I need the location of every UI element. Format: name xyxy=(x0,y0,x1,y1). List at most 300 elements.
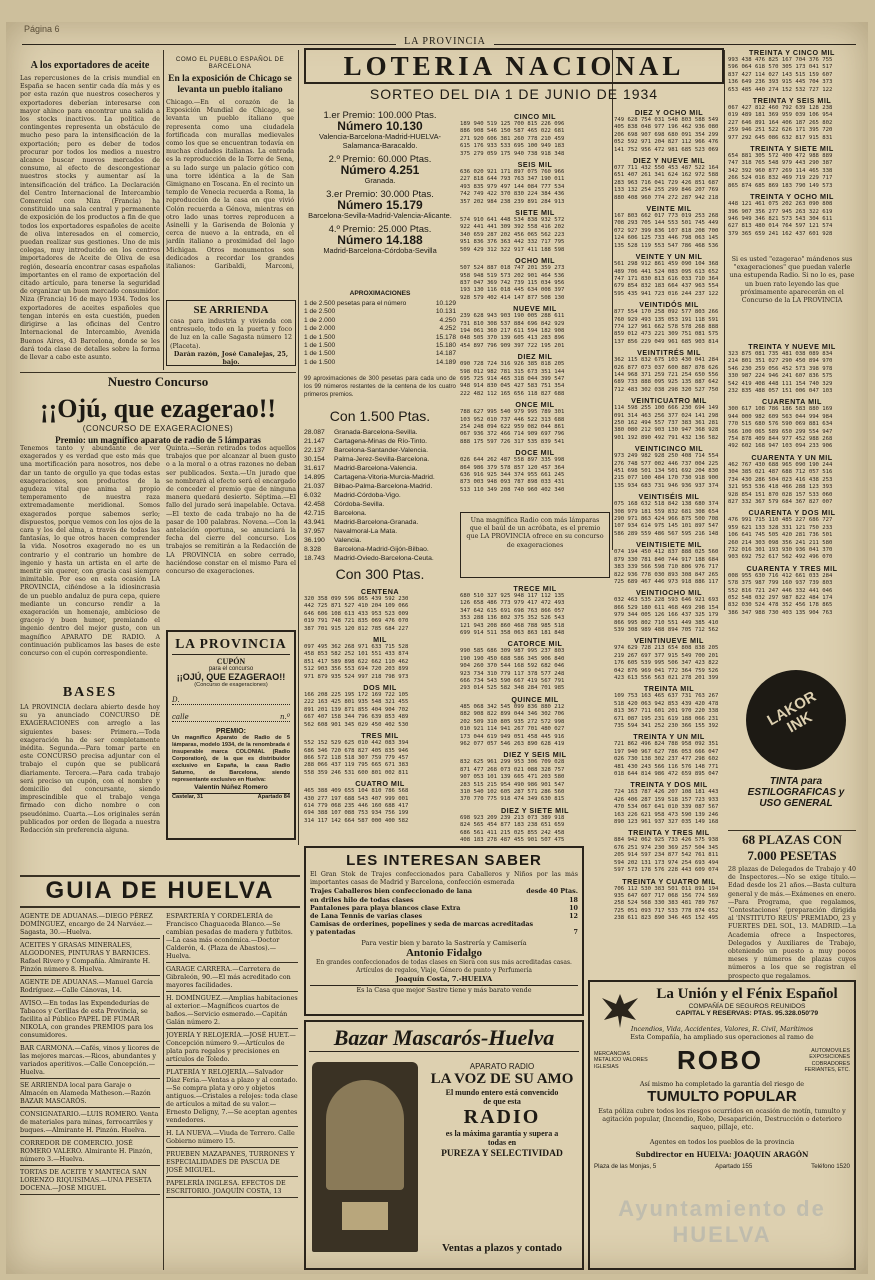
prize-city: Valencia-Barcelona-Madrid-HUELVA-Salamanca-Baracaldo. xyxy=(319,132,441,150)
table-section-heading: DIEZ MIL xyxy=(517,352,553,362)
table-section-heading: TRES MIL xyxy=(361,731,399,741)
article-chicago xyxy=(166,56,294,271)
p1500-number: 28.087 xyxy=(304,429,325,436)
bases-title: BASES xyxy=(62,685,118,700)
table-number-block: 749 628 754 031 548 803 588 549 405 838 048 977 196 462 936 080 206 698 907 698 680 091 354 299 052 592 971 204 827 112 966 476 141 752 956 472 981 685 523 069 xyxy=(614,117,719,153)
table-section-heading: DIEZ Y SEIS MIL xyxy=(503,750,567,760)
prize-number: Número 15.179 xyxy=(337,198,423,212)
table-number-block: 167 803 662 017 773 019 253 268 708 293 705 144 553 501 745 449 072 927 399 836 107 818 208 700 124 606 125 733 446 798 063 145 135 528 119 553 547 786 468 536 xyxy=(614,213,719,249)
guide-listing: CORREDOR DE COMERCIO. JOSÉ ROMERO VALERO. Almirante H. Pinzón, número 3.—Huelva. xyxy=(20,1137,160,1166)
ad-lakor xyxy=(740,670,852,825)
table-section-heading: VEINTICINCO MIL xyxy=(634,444,704,454)
prize-entry xyxy=(304,224,456,255)
p1500-row xyxy=(304,545,456,554)
union-contact xyxy=(594,1163,850,1170)
interesan-item: y patentadas xyxy=(310,928,356,937)
aprox-row xyxy=(304,359,456,367)
table-number-block: 300 617 108 786 186 583 880 169 944 000 982 609 563 044 994 984 770 515 680 576 590 069 881 634 566 100 065 589 650 299 554 947 754 878 409 844 977 452 988 268 492 602 168 947 103 094 233 906 xyxy=(728,406,833,450)
table-section-heading: TREINTA Y DOS MIL xyxy=(630,780,708,790)
interesan-tail: En grandes confeccionados de todas clases en Siera con sus más acreditadas casas. Artículos de regalos, Viaje, Género de punto y Perfumería xyxy=(316,958,572,974)
coupon-title: ¡¡OJÚ, QUE EZAGERAO!! xyxy=(176,672,286,682)
p1500-cities: Madrid-Córdoba-Vigo. xyxy=(334,492,401,499)
concurso-subtitle: (CONCURSO DE EXAGERACIONES) xyxy=(82,424,234,433)
coupon-sub: (Concurso de exageraciones) xyxy=(194,682,268,688)
coupon-for: para el concurso xyxy=(208,666,254,672)
p1500-row xyxy=(304,554,456,563)
union-tumulto: TUMULTO POPULAR xyxy=(647,1088,797,1105)
radio-note: Una magnífica Radio con más lámparas que el baúl de un acróbata, es el premio que LA PROVINCIA ofrece en su concurso de exageraciones xyxy=(466,516,604,549)
table-number-block: 485 068 342 545 099 836 880 212 882 908 822 899 044 346 302 706 202 509 310 805 935 272 572 998 010 921 114 941 267 701 480 027 173 044 619 949 051 458 445 916 962 077 057 546 263 890 628 419 xyxy=(460,703,565,747)
column-rule xyxy=(298,50,299,845)
interesan-row xyxy=(310,887,578,895)
table-section-heading: CUARENTA Y UN MIL xyxy=(751,452,833,462)
p1500-row xyxy=(304,446,456,455)
guide-listing: ESPARTERÍA Y CORDELERÍA de Francisco Chaguaceda Blanco.—Se cambian pesadas de madera y futbitos.—La casa más económica.—Doctor Calderón, 4. (Plaza de Abastos).—Huelva. xyxy=(166,910,298,963)
table-number-block: 026 644 262 487 558 897 335 998 864 986 379 578 857 120 457 364 636 916 925 344 374 955 661 245 873 003 948 093 787 898 033 431 513 110 349 208 740 960 402 340 xyxy=(460,457,565,493)
interesan-row xyxy=(310,920,578,928)
interesan-intro: El Gran Stok de Trajes confeccionados para Caballeros y Niños por las más importantes casas de Madrid y Barcelona, confección esmerada xyxy=(310,871,578,887)
union-left-tags: MERCANCIAS METALICO VALORES IGLESIAS xyxy=(594,1050,648,1070)
interesan-price: desde 40 Ptas. xyxy=(526,887,578,896)
guide-listing: SE ARRIENDA local para Garaje o Almacén en Alameda Matheson.—Razón BAZAR MASCARÓS. xyxy=(20,1079,160,1108)
bazar-line-3: es la máxima garantía y supera a xyxy=(445,1129,559,1138)
number-table-mid xyxy=(460,110,610,510)
table-section-heading: TREINTA MIL xyxy=(643,684,695,694)
aprox-desc: 1 de 2.500 pesetas para el número xyxy=(304,300,407,307)
number-table-far2 xyxy=(728,340,856,665)
p1500-number: 36.190 xyxy=(304,537,325,544)
table-number-block: 561 298 912 861 459 090 104 368 489 706 441 524 083 095 613 652 747 171 830 813 616 033 710 364 679 854 832 183 664 437 963 554 595 435 941 723 016 244 237 122 xyxy=(614,261,719,297)
aprox-row xyxy=(304,308,456,316)
union-ramos: Incendios, Vida, Accidentes, Valores, R. Civil, Marítimos xyxy=(630,1025,814,1033)
table-number-block: 077 711 432 550 453 487 522 164 651 407 261 341 624 162 972 588 283 963 716 041 729 426 851 687 133 132 254 255 299 846 207 769 880 408 960 774 272 287 942 218 xyxy=(614,165,719,201)
p1500-row xyxy=(304,437,456,446)
table-number-block: 448 121 461 075 202 263 090 808 396 907 356 277 945 263 322 619 946 949 346 821 573 543 304 611 627 813 480 014 764 597 121 574 379 365 659 241 162 437 601 928 xyxy=(728,201,833,237)
table-number-block: 320 358 099 596 865 439 592 230 442 725 871 527 410 204 109 066 646 606 108 613 433 953 523 009 019 791 748 721 835 069 476 070 387 701 915 120 812 785 684 227 xyxy=(304,596,409,632)
prize-entry xyxy=(304,154,456,185)
aprox-number: 4.250 xyxy=(439,316,456,324)
masthead: LA PROVINCIA xyxy=(404,36,486,47)
aprox-row xyxy=(304,342,456,350)
table-section-heading: DIEZ Y SIETE MIL xyxy=(500,805,570,815)
article-kicker: COMO EL PUEBLO ESPAÑOL DE BARCELONA xyxy=(175,56,285,70)
bazar-copy xyxy=(424,1062,580,1159)
coupon-field-calle: calle xyxy=(172,713,189,721)
loteria-prizes xyxy=(304,110,456,259)
column-rule xyxy=(724,50,725,610)
radio-dial-icon xyxy=(342,1202,388,1230)
table-section-heading: VEINTICUATRO MIL xyxy=(631,396,707,406)
guide-listing: AGENTE DE ADUANAS.—DIEGO PÉREZ DOMÍNGUEZ, encargo de 24 Narváez.—Sagasta, 30.—Huelva. xyxy=(20,910,160,939)
interesan-visit: Para vestir bien y barato la Sastrería y Camisería xyxy=(361,938,527,947)
table-number-block: 097 495 362 268 971 633 715 528 458 853 582 252 101 551 433 874 851 417 589 898 622 662 110 462 512 903 356 553 694 720 203 899 971 879 935 524 997 218 798 973 xyxy=(304,644,409,680)
table-section-heading: DOS MIL xyxy=(363,683,397,693)
aprox-desc: 1 de 2.500 xyxy=(304,308,336,316)
coupon-address-left: Castelar, 31 xyxy=(172,794,204,800)
aprox-note: 99 aproximaciones de 300 pesetas para cada uno de los 99 números restantes de la centena de los cuatro primeros premios. xyxy=(304,375,456,399)
union-sub: Subdirector en HUELVA: JOAQUIN ARAGÓN xyxy=(635,1149,809,1159)
p1500-row xyxy=(304,527,456,536)
union-tel: Teléfono 1520 xyxy=(811,1162,850,1170)
coupon-label: CUPÓN xyxy=(216,657,246,666)
p1500-cities: Barcelona. xyxy=(334,510,367,517)
ad-interesan-saber xyxy=(304,846,584,1016)
coupon-premio-title: PREMIO: xyxy=(216,728,246,735)
interesan-item: Pantalones para playa blancos clase Extra xyxy=(310,903,461,912)
table-section-heading: TREINTA Y TRES MIL xyxy=(628,828,710,838)
union-robo: ROBO xyxy=(677,1045,763,1075)
aprox-number: 15.178 xyxy=(435,333,456,341)
aprox-desc: 1 de 1.500 xyxy=(304,358,336,366)
interesan-price: 10 xyxy=(569,903,578,912)
p1500-number: 8.328 xyxy=(304,546,322,553)
header-rule-right xyxy=(494,44,856,45)
table-section-heading: QUINCE MIL xyxy=(511,694,559,704)
interesan-rows xyxy=(310,887,578,936)
interesan-row xyxy=(310,912,578,920)
table-section-heading: MIL xyxy=(373,635,387,645)
ad-title: SE ARRIENDA xyxy=(193,304,269,316)
p1500-number: 21.037 xyxy=(304,483,325,490)
guia-right-column xyxy=(166,910,298,1262)
table-number-block: 721 862 496 824 788 958 092 351 197 940 967 627 786 053 666 047 026 730 138 302 237 477 298 602 481 430 243 566 116 576 148 771 018 644 814 986 472 659 895 047 xyxy=(614,741,719,778)
table-number-block: 476 991 715 110 485 227 686 727 959 621 133 328 331 121 750 233 106 641 745 505 420 281 736 501 260 214 303 098 356 241 211 580 732 016 301 193 930 936 041 370 903 692 752 617 562 492 496 070 xyxy=(728,517,833,561)
ad-bazar-mascaros xyxy=(304,1020,584,1270)
guia-title: GUIA DE HUELVA xyxy=(45,877,275,904)
guide-listing: ACEITES Y GRASAS MINERALES, ALGODONES, PINTURAS Y BARNICES. Rafael Rivero y Compañía. Almirante H. Pinzón número 8. Huelva. xyxy=(20,939,160,976)
p1500-number: 42.715 xyxy=(304,510,325,517)
table-section-heading: TREINTA Y UN MIL xyxy=(633,732,705,742)
p1500-number: 22.137 xyxy=(304,447,325,454)
guide-listing: H. LA NUEVA.—Viuda de Terrero. Calle Gobierno número 15. xyxy=(166,1127,298,1148)
p1500-cities: Madrid-Barcelona-Valencia. xyxy=(334,465,418,472)
table-section-heading: TREINTA Y OCHO MIL xyxy=(750,192,834,202)
concurso-prize-line: Premio: un magnífico aparato de radio de 5 lámparas xyxy=(55,435,261,445)
table-number-block: 032 463 535 228 593 646 921 693 866 529 180 611 468 469 298 154 979 344 005 126 166 437 325 179 866 995 802 710 551 449 385 410 539 308 989 488 894 705 712 562 xyxy=(614,597,719,633)
interesan-title: LES INTERESAN SABER xyxy=(346,852,542,869)
aprox-desc: 1 de 1.500 xyxy=(304,350,336,358)
column-rule xyxy=(612,50,613,550)
bazar-brand: LA VOZ DE SU AMO xyxy=(430,1071,574,1087)
plazas-title: 68 PLAZAS CON xyxy=(742,832,842,847)
ad-body: casa para industria y vivienda con entresuelo, todo en la puerta y foco de luz en la calle Sagasta número 12 (Placeta). xyxy=(170,318,292,350)
prize-city: Granada. xyxy=(364,176,396,185)
aprox-row xyxy=(304,317,456,325)
section-rule xyxy=(20,372,296,373)
prize-entry xyxy=(304,110,456,150)
aprox-row xyxy=(304,334,456,342)
coupon-field-address[interactable] xyxy=(172,713,290,722)
table-section-heading: CATORCE MIL xyxy=(507,639,563,649)
p1500-cities: Cartagena-Vitoria-Murcia-Madrid. xyxy=(334,474,435,481)
p1500-number: 21.147 xyxy=(304,438,325,445)
concurso-section xyxy=(20,374,296,445)
bazar-line-5: PUREZA Y SELECTIVIDAD xyxy=(441,1149,563,1159)
section-rule xyxy=(728,830,856,831)
aprox-number: 10.129 xyxy=(435,300,456,307)
bazar-radio: RADIO xyxy=(463,1106,541,1128)
guide-listing: GARAGE CARRERA.—Carretera de Gibraleón, 90.—El más acreditado con mayores facilidades. xyxy=(166,963,298,992)
number-table-mid2 xyxy=(460,582,610,844)
aprox-row xyxy=(304,325,456,333)
reintegro-note: Si es usted "ezagerao" mándenos sus "exageraciones" que puedan valerle una estupenda Radio. Si no lo es, pase un buen rato leyendo las que próximamente aparecerán en el Concurso de la LA PROVINCIA xyxy=(729,255,855,305)
p1500-number: 31.617 xyxy=(304,465,325,472)
aprox-desc: 1 de 2.000 xyxy=(304,325,336,333)
phoenix-emblem-icon xyxy=(598,990,642,1030)
interesan-foot: Es la Casa que mejor Sastre tiene y más barato vende xyxy=(310,985,578,994)
guide-listing: PLATERÍA Y RELOJERÍA.—Salvador Díaz Feria.—Ventas a plazo y al contado.—Se compra plata y oro y objetos antiguos.—Cristales a relojes: toda clase de artículos a mitad de su valor.—Ernesto Deligny, 7.—Se aceptan agentes vendedores. xyxy=(166,1066,298,1127)
radio-note-box xyxy=(460,512,610,578)
header-rule-left xyxy=(22,44,396,45)
union-tumulto-pre: Así mismo ha completado la garantía del riesgo de xyxy=(639,1080,805,1088)
p1500-cities: Barcelona-Madrid-Gijón-Bilbao. xyxy=(334,546,429,553)
p1500-cities: Madrid-Oviedo-Barcelona-Ceuta. xyxy=(334,555,434,562)
table-number-block: 074 194 450 412 837 888 025 560 879 330 781 840 744 917 188 684 383 339 566 598 710 806 976 717 822 936 778 030 893 308 847 265 725 689 467 446 973 918 886 117 xyxy=(614,549,719,585)
table-number-block: 067 427 812 460 792 639 128 238 019 489 181 369 959 039 106 954 227 646 891 164 406 187 265 802 259 946 251 522 626 171 395 720 977 292 645 086 632 817 915 831 xyxy=(728,105,833,141)
article-headline: A los exportadores de aceite xyxy=(30,60,150,71)
aprox-desc: 1 de 1.500 xyxy=(304,333,336,341)
table-number-block: 788 627 995 540 979 995 789 301 103 952 010 737 446 522 313 688 254 248 094 622 959 082 044 861 067 936 372 466 714 909 697 796 888 175 597 726 317 535 839 541 xyxy=(460,409,565,445)
union-addr: Plaza de las Monjas, 5 xyxy=(594,1162,657,1170)
table-section-heading: TREINTA Y SIETE MIL xyxy=(750,144,834,154)
table-section-heading: SEIS MIL xyxy=(517,160,553,170)
loteria-title-box xyxy=(304,48,724,84)
aprox-desc: 1 de 1.500 xyxy=(304,342,336,350)
column-rule xyxy=(163,935,164,1270)
interesan-price: 18 xyxy=(569,895,578,904)
table-section-heading: CENTENA xyxy=(360,587,400,596)
p1500-number: 30.154 xyxy=(304,456,325,463)
table-number-block: 680 510 327 925 948 117 112 135 126 658 486 773 979 417 472 493 347 642 615 691 698 763 866 057 353 288 136 802 375 352 526 543 121 943 208 860 468 788 985 518 699 914 511 358 063 863 181 848 xyxy=(460,593,565,637)
aprox-title: APROXIMACIONES xyxy=(349,290,411,297)
aprox-number: 15.180 xyxy=(435,342,456,350)
union-capital: CAPITAL Y RESERVAS: PTAS. 95.328.050'79 xyxy=(675,1010,819,1017)
lakor-name: LAKOR INK xyxy=(764,687,820,737)
table-section-heading: VEINTE MIL xyxy=(646,204,692,214)
p1500-cities: Barcelona-Santander-Valencia. xyxy=(334,447,428,454)
table-number-block: 877 554 170 258 092 577 803 266 760 929 493 135 053 191 118 591 774 127 961 662 578 578 268 888 859 012 473 221 309 751 081 575 137 856 229 049 961 685 903 814 xyxy=(614,309,719,345)
bazar-line-1: El mundo entero está convencido xyxy=(445,1088,559,1097)
table-number-block: 189 940 519 125 700 815 226 096 886 908 546 150 587 465 022 681 271 920 606 381 260 778 210 459 615 176 933 533 695 100 949 183 375 279 059 175 940 738 918 348 xyxy=(460,121,565,157)
union-right-tags: AUTOMOVILES EXPOSICIONES COBRADORES FERIANTES, ETC. xyxy=(804,1047,850,1073)
coupon-field-name[interactable]: D. xyxy=(172,696,290,705)
bases-body: LA PROVINCIA declara abierto desde hoy su ya anunciado CONCURSO DE EXAGERACIONES con arreglo a las siguientes bases: Primera.—Toda exageración ha de ser completamente inédita. Segunda.—Para tomar parte en este CONCURSO precisa adjuntar con el trabajo el cupón que se publicará diariamente. Tercera.—Para cada trabajo será preciso un cupón, con el nombre y domicilio del concursante, siendo imprescindible que el trabajo venga firmado con dicho nombre o con pseudónimo. Cuarta.—Los originales serán publicados por orden de llegada a nuestra Redacción sin preferencia alguna. xyxy=(20,704,160,835)
aprox-row xyxy=(304,350,456,358)
p1500-number: 6.032 xyxy=(304,492,322,499)
aprox-number: 14.189 xyxy=(435,358,456,366)
radio-cabinet-icon xyxy=(312,1062,418,1252)
page-number: Página 6 xyxy=(24,24,60,34)
prize-label: 1.er Premio: 100.000 Ptas. xyxy=(323,110,437,121)
aprox-number: 10.131 xyxy=(435,308,456,316)
table-section-heading: VEINTISIETE MIL xyxy=(636,540,702,550)
guia-left-column xyxy=(20,910,160,1262)
p1500-cities: Valencia. xyxy=(334,537,362,544)
union-subtitle: COMPAÑÍA DE SEGUROS REUNIDOS xyxy=(688,1003,806,1010)
lakor-ink-blot-icon xyxy=(746,670,846,770)
prize-label: 3.er Premio: 30.000 Ptas. xyxy=(326,189,434,200)
table-section-heading: VEINTE Y UN MIL xyxy=(635,252,703,262)
section-rule xyxy=(20,906,300,908)
table-section-heading: CUARENTA Y TRES MIL xyxy=(746,563,838,573)
article-body: Chicago.—En el corazón de la Exposición Mundial de Chicago, se levanta un pueblo italiano que representa como una ciudadela fortificada con murallas medievales como los que se encuentran todavía en muchas ciudades italianas. La entrada es la reproducción de la Torre de Sena, a su lado surge un palacio gótico con una torre idéntica a la de San Gimignano en Toscana. En el recinto un templo de Venecia recuerda a Roma, la reproducción de la casa en que vivió Colón recuerda a Génova, mientras en otro lado unas torres reproducen a Asinelli y la Garisenda de Bolonia y cerca de nuevo a la entrada, en el jardín italiano a proximidad del lago Michigan. Otros monumentos son dedicados a recordar los grandes italianos: Garibaldi, Marconi, xyxy=(166,99,294,271)
p1500-number: 14.895 xyxy=(304,474,325,481)
ad-union-fenix xyxy=(588,980,856,1270)
table-section-heading: CINCO MIL xyxy=(513,112,557,121)
p1500-title: Con 1.500 Ptas. xyxy=(329,408,431,424)
union-ampliado: Esta Compañía, ha ampliado sus operaciones al ramo de xyxy=(630,1033,814,1041)
interesan-item: en driles hilo de todas clases xyxy=(310,895,414,904)
table-number-block: 654 881 305 572 400 472 988 889 747 318 765 548 979 443 290 387 342 392 960 877 269 114 465 338 266 524 016 832 469 719 229 717 865 874 685 869 183 790 149 573 xyxy=(728,153,833,189)
p1500-list xyxy=(304,428,456,563)
p1500-row xyxy=(304,455,456,464)
interesan-item: de Lana Tennis de varias clases xyxy=(310,912,423,921)
coupon-brand: LA PROVINCIA xyxy=(172,636,290,655)
p1500-row xyxy=(304,464,456,473)
guide-listing: BAR CARMONA.—Cafés, vinos y licores de las mejores marcas.—Ricos, abundantes y variados aperitivos.—Calle Concepción.—Huelva. xyxy=(20,1042,160,1079)
union-title: La Unión y el Fénix Español xyxy=(656,986,838,1002)
table-number-block: 008 955 630 716 412 661 033 284 578 375 987 799 160 937 739 803 552 816 721 247 446 332 441 046 052 548 032 297 987 822 484 174 832 030 524 478 352 456 178 865 386 347 988 730 403 135 904 763 xyxy=(728,572,833,616)
prize-entry xyxy=(304,189,456,220)
p1500-number: 37.957 xyxy=(304,528,325,535)
bazar-line-2: de que esta xyxy=(483,1097,521,1106)
archive-watermark: Ayuntamiento de HUELVA xyxy=(618,1196,826,1247)
table-number-block: 574 910 641 448 534 838 932 572 922 441 441 309 392 558 416 202 340 659 287 202 456 065 562 223 951 836 376 363 442 332 717 795 509 429 312 322 917 411 188 598 xyxy=(460,217,565,253)
p1500-number: 18.743 xyxy=(304,555,325,562)
p1500-number: 42.458 xyxy=(304,501,325,508)
table-section-heading: CUARENTA MIL xyxy=(762,397,822,407)
table-number-block: 075 168 632 518 842 138 680 374 308 979 181 559 832 681 308 654 290 971 863 424 966 875 500 708 107 934 614 975 145 101 897 547 586 289 559 486 567 595 216 148 xyxy=(614,501,719,537)
aprox-desc: 1 de 2.000 xyxy=(304,316,336,324)
table-number-block: 974 629 728 213 654 808 838 205 219 267 697 377 915 549 700 201 176 605 539 995 506 347 423 822 042 876 969 041 772 364 759 526 423 613 556 563 021 278 201 399 xyxy=(614,645,719,681)
table-section-heading: TREINTA Y CUATRO MIL xyxy=(622,876,716,886)
ad-se-arrienda xyxy=(166,300,296,366)
p1500-row xyxy=(304,482,456,491)
p1500-cities: Granada-Barcelona-Sevilla. xyxy=(334,429,418,436)
bazar-line-4: todas en xyxy=(487,1138,517,1147)
table-number-block: 323 875 081 735 481 038 089 834 214 801 351 027 290 450 894 970 546 230 259 056 452 573 398 978 330 987 224 946 241 607 836 575 542 419 408 448 111 154 740 329 232 835 488 057 151 006 047 103 xyxy=(728,351,833,395)
aprox-number: 14.187 xyxy=(435,350,456,358)
p1500-cities: Bilbao-Palma-Barcelona-Madrid. xyxy=(334,483,433,490)
prize-number: Número 4.251 xyxy=(340,163,420,177)
union-robo-row xyxy=(594,1045,850,1076)
p1500-cities: Navalmoral-La Mata. xyxy=(334,528,398,535)
table-number-block: 465 388 409 655 104 810 786 568 430 277 197 688 543 407 999 001 614 779 068 235 446 160 688 417 694 388 107 088 753 934 756 199 314 117 142 664 587 000 400 582 xyxy=(304,788,409,824)
table-number-block: 636 020 921 171 897 075 760 966 227 818 644 793 763 347 190 011 493 835 979 497 144 084 777 534 742 749 422 370 830 224 384 436 357 202 984 238 239 891 284 913 xyxy=(460,169,565,205)
table-number-block: 166 208 225 195 172 169 722 105 222 163 425 801 935 548 321 455 891 201 139 871 855 404 904 702 667 407 158 344 796 639 853 489 562 608 901 345 029 450 402 530 xyxy=(304,692,409,728)
p1500-row xyxy=(304,491,456,500)
coupon-representative: Valentín Núñez Romero xyxy=(194,784,268,791)
bases-section xyxy=(20,685,160,854)
ad-plazas xyxy=(728,832,856,988)
table-section-heading: TREINTA Y SEIS MIL xyxy=(752,96,832,106)
p1500-row xyxy=(304,518,456,527)
table-section-heading: VEINTINUEVE MIL xyxy=(634,636,704,646)
prize-city: Madrid-Barcelona-Córdoba-Sevilla xyxy=(323,246,437,255)
table-section-heading: VEINTISÉIS MIL xyxy=(638,492,700,502)
radio-speaker-grille-icon xyxy=(326,1080,404,1190)
bazar-foot: Ventas a plazos y contado xyxy=(442,1242,562,1254)
guide-listing: TORTAS DE ACEITE Y MANTECA SAN LORENZO RIQUISIMAS.—UNA PESETA DOCENA.—JOSÉ MIGUEL xyxy=(20,1166,160,1195)
table-number-block: 990 585 686 309 987 995 237 803 190 190 450 688 586 345 906 840 904 260 370 544 168 592 682 046 923 734 310 779 117 378 577 248 666 734 543 590 667 419 567 791 293 014 525 582 348 284 701 985 xyxy=(460,648,565,692)
guide-listing: PRUEBEN MAZAPANES, TURRONES Y ESPECIALIDADES DE PASCUA DE JOSÉ MIGUEL. xyxy=(166,1148,298,1177)
coupon-box xyxy=(166,630,296,840)
prize-label: 2.º Premio: 60.000 Ptas. xyxy=(328,154,432,165)
concurso-title: ¡¡Ojú, que ezagerao!! xyxy=(39,394,277,423)
table-number-block: 884 942 062 925 733 426 575 938 676 251 974 230 369 257 504 345 205 914 597 234 877 542 761 811 594 202 131 173 974 254 693 494 597 573 178 576 228 443 609 074 xyxy=(614,837,719,874)
union-agentes: Agentes en todos los pueblos de la provincia xyxy=(649,1137,795,1146)
prize-label: 4.º Premio: 25.000 Ptas. xyxy=(328,224,432,235)
table-number-block: 973 249 982 928 250 408 714 554 276 748 577 002 446 737 004 225 451 698 501 134 501 692 204 830 215 077 100 484 170 730 918 900 135 934 683 731 946 936 937 374 xyxy=(614,453,719,489)
table-section-heading: DOCE MIL xyxy=(515,448,555,458)
ad-contact: Darán razón, José Canalejas, 25, bajo. xyxy=(173,350,289,367)
table-section-heading: CUATRO MIL xyxy=(355,779,405,789)
table-number-block: 090 728 724 316 926 385 818 205 598 012 982 781 315 673 351 144 695 725 914 465 318 044 399 547 948 914 830 045 427 583 751 354 222 482 112 165 656 118 827 688 xyxy=(460,361,565,397)
aprox-row xyxy=(304,300,456,308)
article-exportadores xyxy=(20,60,160,365)
p1500-cities: Cartagena-Minas de Río-Tinto. xyxy=(334,438,428,445)
table-section-heading: DIEZ Y OCHO MIL xyxy=(634,108,704,117)
p1500-row xyxy=(304,473,456,482)
table-number-block: 724 163 787 426 207 108 181 443 426 406 287 159 518 157 723 933 470 534 067 641 010 339 087 567 163 226 621 958 473 590 139 246 890 123 961 937 327 035 149 168 xyxy=(614,789,719,826)
table-section-heading: TRECE MIL xyxy=(513,584,557,593)
lakor-tinta: TINTA para ESTILOGRAFICAS y USO GENERAL xyxy=(747,776,845,809)
number-table-left xyxy=(304,585,456,845)
p1500-row xyxy=(304,509,456,518)
table-section-heading: VEINTITRÉS MIL xyxy=(637,348,701,358)
p1500-row xyxy=(304,536,456,545)
p1500-cities: Madrid-Barcelona-Granada. xyxy=(334,519,419,526)
table-number-block: 698 923 209 239 213 073 389 918 824 565 454 877 183 238 651 659 686 561 411 215 025 855 242 458 408 183 278 487 455 901 507 475 xyxy=(460,814,565,843)
table-section-heading: DIEZ Y NUEVE MIL xyxy=(632,156,706,166)
table-number-block: 552 152 529 625 010 442 083 394 686 346 720 678 827 405 835 946 866 572 118 518 307 759 779 457 288 066 437 119 795 665 671 383 558 359 246 531 600 801 002 811 xyxy=(304,740,409,776)
union-body: Esta póliza cubre todos los riesgos ocurridos en ocasión de motín, tumulto y agitación popular, (Incendio, Robo, Desaparición, Destrucción o deterioro saqueo, pillaje, etc. xyxy=(598,1107,846,1132)
table-number-block: 706 112 530 383 501 011 891 194 935 647 607 717 068 156 774 569 258 524 568 330 383 481 789 767 725 051 093 717 533 778 874 652 238 611 823 890 346 465 152 495 xyxy=(614,885,719,922)
article-body: Las repercusiones de la crisis mundial en España se hacen sentir cada día más y es por esta razón que nuestros cosecheros y exportadores deberían interesarse con mayor ahinco para encontrar una salida a los stocks inactivos. La política de contingentes representa un obstáculo de mucho peso para la intensificación de la exportación; pero es deber de todos procurar por todos los medios a nuestro alcance buscar nuevos mercados de consumo, al efecto de descongestionar nuestros stocks y aumentar así la intensificación del tráfico. La Declaración del Centro Internacional de Intercambio Comercial con Niza (Francia) ha constituido una sala central y permanente de exposición de los productos a fin de que todos los exportadores españoles de aceite de oliva interesados en el comercio, puedan realizar sus gestiones. Uno de mis colegas, muy introducido en los centros importadores de Aceite de Oliva de esa región, desearía encontrar casas españolas importantes en el ramo de exportación del citado artículo, para tenerse la seguridad de organizar un buen mercado consumidor. Niza (Francia) 16 de mayo 1934. Todos los exportadores de aceites españoles que tengan interés en esta cuestión, pueden dirigirse a las oficinas del Centro Internacional de Intercambio, Avenida Buenos Aires, 43 Barcelona, donde se les dará toda clase de detalles sobre la forma de llevar a cabo este asunto. xyxy=(20,75,160,361)
table-number-block: 239 628 943 903 190 005 288 611 731 810 308 537 884 696 842 929 194 061 360 217 611 594 182 908 048 505 370 139 605 413 283 896 454 897 796 909 397 722 195 201 xyxy=(460,313,565,349)
p1500-cities: Palma-Jerez-Sevilla-Barcelona. xyxy=(334,456,430,463)
guide-listing: H. DOMÍNGUEZ.—Amplias habitaciones al exterior.—Magníficos cuartos de baños.—Servicio esmerado.—Capitán Galán número 2. xyxy=(166,992,298,1029)
prize-number: Número 10.130 xyxy=(337,119,423,133)
interesan-price: 12 xyxy=(569,912,578,921)
number-table-far xyxy=(728,46,856,251)
coupon-address xyxy=(172,793,290,800)
guide-listing: JOYERÍA Y RELOJERÍA.—JOSÉ HUET.—Concepción número 9.—Artículos de plata para regalos y precisiones en artículos de Toledo. xyxy=(166,1029,298,1066)
table-section-heading: NUEVE MIL xyxy=(513,304,557,314)
interesan-addr: Joaquín Costa, 7.-HUELVA xyxy=(395,975,493,984)
table-section-heading: CUARENTA Y DOS MIL xyxy=(748,508,836,518)
guide-listing: AVISO.—En todas las Expendedurías de Tabacos y Cerillas de esta Provincia, se facilita al Público PAPEL DE FUMAR NIKOLA, con grandes PREMIOS para los consumidores. xyxy=(20,997,160,1042)
coupon-address-right: Apartado 84 xyxy=(257,794,290,800)
table-section-heading: OCHO MIL xyxy=(515,256,555,266)
p1500-row xyxy=(304,500,456,509)
table-number-block: 993 438 476 825 167 704 376 755 596 064 618 570 305 173 041 517 837 427 114 027 143 515 159 607 136 649 236 393 915 445 704 373 653 485 440 274 152 532 727 122 xyxy=(728,57,833,93)
concurso-section-title: Nuestro Concurso xyxy=(107,374,209,389)
coupon-premio-body: Un magnífico Aparato de Radio de 5 lámparas, modelo 1934, de la renombrada é insuperable marca COLONIAL (Radio Corporation), de la que es distribuidor exclusivo en España, la casa Radio Saturno, de Barcelona, siendo representante exclusivo en Huelva: xyxy=(172,735,290,783)
p1500-row xyxy=(304,428,456,437)
aprox-list xyxy=(304,300,456,367)
coupon-field-number: n.º xyxy=(279,713,290,721)
interesan-row xyxy=(310,896,578,904)
aprox-number: 4.252 xyxy=(439,325,456,333)
table-section-heading: ONCE MIL xyxy=(515,400,555,410)
table-number-block: 507 524 887 018 747 201 359 273 958 948 519 573 202 901 464 536 837 047 369 742 739 115 034 956 193 130 116 018 445 634 008 397 928 579 402 414 147 877 508 130 xyxy=(460,265,565,301)
guide-listing: PAPELERÍA INGLESA. EFECTOS DE ESCRITORIO. JOAQUÍN COSTA, 13 xyxy=(166,1177,298,1198)
interesan-item: Trajes Caballeros bien confeccionado de lana xyxy=(310,887,472,896)
union-apdo: Apartado 155 xyxy=(715,1162,753,1170)
p300-title: Con 300 Ptas. xyxy=(335,566,425,582)
p1500-cities: Córdoba-Sevilla. xyxy=(334,501,385,508)
